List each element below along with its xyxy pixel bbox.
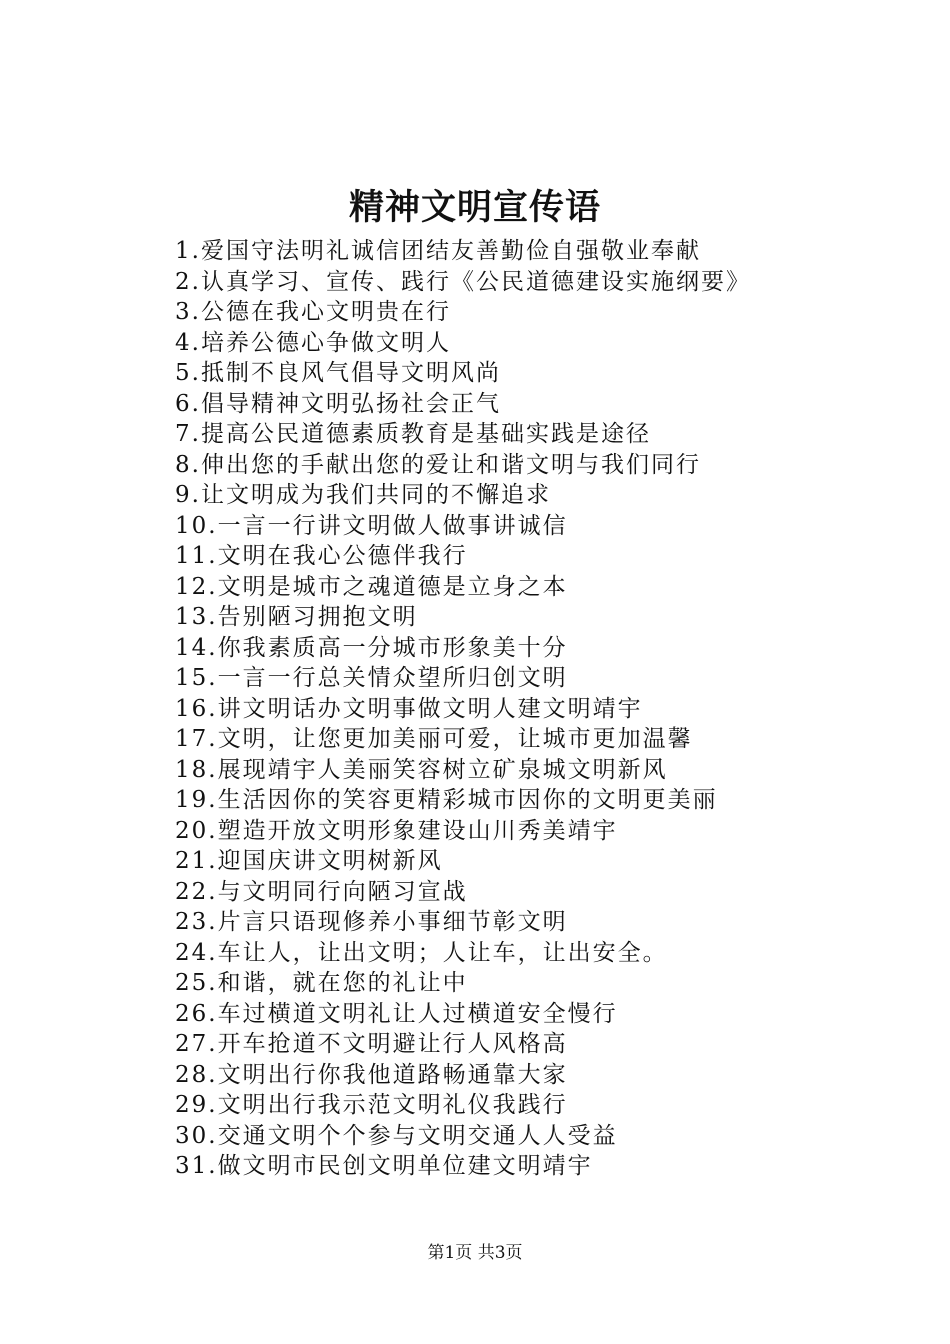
slogan-item: 23.片言只语现修养小事细节彰文明 bbox=[175, 909, 568, 935]
slogan-item: 10.一言一行讲文明做人做事讲诚信 bbox=[175, 512, 568, 539]
slogan-item: 15.一言一行总关情众望所归创文明 bbox=[175, 665, 568, 691]
slogan-item: 14.你我素质高一分城市形象美十分 bbox=[175, 634, 568, 661]
slogan-item: 24.车让人，让出文明；人让车，让出安全。 bbox=[175, 939, 668, 966]
slogan-item: 4.培养公德心争做文明人 bbox=[175, 329, 451, 356]
slogan-item: 27.开车抢道不文明避让行人风格高 bbox=[175, 1031, 568, 1057]
slogan-item: 1.爱国守法明礼诚信团结友善勤俭自强敬业奉献 bbox=[175, 238, 701, 264]
slogan-item: 18.展现靖宇人美丽笑容树立矿泉城文明新风 bbox=[175, 756, 668, 783]
slogan-item: 21.迎国庆讲文明树新风 bbox=[175, 848, 443, 874]
slogan-item: 16.讲文明话办文明事做文明人建文明靖宇 bbox=[175, 695, 643, 722]
slogan-list bbox=[175, 236, 875, 1182]
slogan-item: 22.与文明同行向陋习宣战 bbox=[175, 878, 468, 905]
slogan-item: 8.伸出您的手献出您的爱让和谐文明与我们同行 bbox=[175, 451, 701, 478]
slogan-item: 19.生活因你的笑容更精彩城市因你的文明更美丽 bbox=[175, 787, 718, 813]
slogan-item: 26.车过横道文明礼让人过横道安全慢行 bbox=[175, 1000, 618, 1027]
slogan-item: 6.倡导精神文明弘扬社会正气 bbox=[175, 390, 501, 417]
document-title: 精神文明宣传语 bbox=[348, 187, 601, 228]
slogan-item: 30.交通文明个个参与文明交通人人受益 bbox=[175, 1122, 618, 1149]
slogan-item: 7.提高公民道德素质教育是基础实践是途径 bbox=[175, 421, 651, 447]
slogan-item: 3.公德在我心文明贵在行 bbox=[175, 299, 451, 325]
slogan-item: 17.文明，让您更加美丽可爱，让城市更加温馨 bbox=[175, 726, 693, 752]
slogan-item: 11.文明在我心公德伴我行 bbox=[175, 543, 468, 569]
slogan-item: 12.文明是城市之魂道德是立身之本 bbox=[175, 573, 568, 600]
slogan-item: 5.抵制不良风气倡导文明风尚 bbox=[175, 360, 501, 386]
page-footer: 第1页 共3页 bbox=[427, 1243, 523, 1263]
slogan-item: 28.文明出行你我他道路畅通靠大家 bbox=[175, 1061, 568, 1088]
slogan-item: 20.塑造开放文明形象建设山川秀美靖宇 bbox=[175, 817, 618, 844]
slogan-item: 13.告别陋习拥抱文明 bbox=[175, 604, 418, 630]
slogan-item: 25.和谐，就在您的礼让中 bbox=[175, 970, 468, 996]
slogan-item: 29.文明出行我示范文明礼仪我践行 bbox=[175, 1092, 568, 1118]
slogan-item: 31.做文明市民创文明单位建文明靖宇 bbox=[175, 1153, 593, 1179]
slogan-item: 2.认真学习、宣传、践行《公民道德建设实施纲要》 bbox=[175, 268, 751, 295]
slogan-item: 9.让文明成为我们共同的不懈追求 bbox=[175, 482, 551, 508]
